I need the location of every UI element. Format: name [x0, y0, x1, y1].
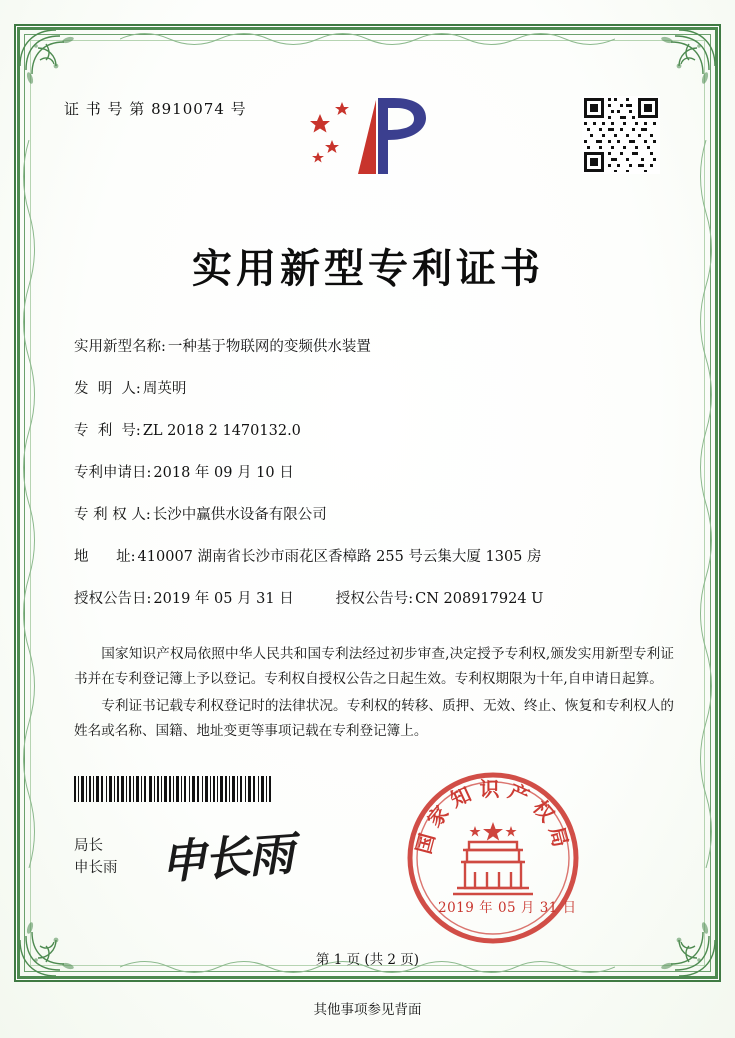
legal-paragraph-2: 专利证书记载专利权登记时的法律状况。专利权的转移、质押、无效、终止、恢复和专利权人的姓名或名称、国籍、地址变更等事项记载在专利登记簿上。: [74, 697, 674, 739]
field-value: 长沙中赢供水设备有限公司: [152, 506, 327, 523]
field-list: [74, 340, 680, 608]
qr-code-icon: [582, 96, 660, 174]
barcode: [74, 776, 274, 802]
field-value: ZL 2018 2 1470132.0: [142, 422, 301, 439]
field-row-inventor: [74, 382, 680, 398]
field-label: 发 明 人:: [74, 380, 141, 397]
director-title: 局长: [74, 838, 103, 854]
cnipa-logo-icon: [302, 94, 442, 186]
director-name: 申长雨: [74, 859, 118, 876]
field-value: 410007 湖南省长沙市雨花区香樟路 255 号云集大厦 1305 房: [137, 548, 542, 565]
field-value-grant-date: 2019 年 05 月 31 日: [153, 590, 294, 607]
field-label: 专 利 号:: [74, 422, 141, 439]
field-label-grant-number: 授权公告号:: [335, 590, 414, 607]
field-label-grant-date: 授权公告日:: [74, 590, 152, 607]
field-row-application-date: [74, 466, 680, 482]
field-row-utility-model-name: [74, 340, 680, 356]
field-value: 一种基于物联网的变频供水装置: [167, 339, 371, 355]
legal-text: [74, 642, 674, 745]
field-row-patent-number: [74, 424, 680, 440]
field-label: 实用新型名称:: [74, 339, 166, 355]
field-value: 周英明: [142, 380, 187, 397]
legal-paragraph-1: 国家知识产权局依照中华人民共和国专利法经过初步审查,决定授予专利权,颁发实用新型专利证书并在专利登记簿上予以登记。专利权自授权公告之日起生效。专利权期限为十年,自申请日起算。: [74, 645, 674, 687]
field-label: 地 址:: [74, 548, 136, 565]
seal-date: 2019 年 05 月 31 日: [438, 900, 577, 916]
field-row-address: [74, 550, 680, 566]
page-number: 第 1 页 (共 2 页): [315, 952, 420, 968]
field-row-patentee: [74, 508, 680, 524]
field-value-grant-number: CN 208917924 U: [415, 590, 544, 607]
field-value: 2018 年 09 月 10 日: [153, 464, 294, 481]
field-label: 专 利 权 人:: [74, 506, 151, 523]
page-title: 实用新型专利证书: [192, 245, 544, 292]
handwritten-signature: 申长雨: [158, 826, 294, 890]
field-row-grant-announcement: [74, 592, 680, 608]
official-seal: [405, 770, 581, 946]
seal-text: 国家知识产权局: [411, 776, 575, 857]
field-label: 专利申请日:: [74, 464, 152, 481]
footnote: 其他事项参见背面: [313, 1002, 422, 1018]
certificate-number: 证 书 号 第 8910074 号: [64, 100, 247, 118]
certificate-content: [56, 80, 680, 746]
signature-block: [74, 836, 118, 880]
